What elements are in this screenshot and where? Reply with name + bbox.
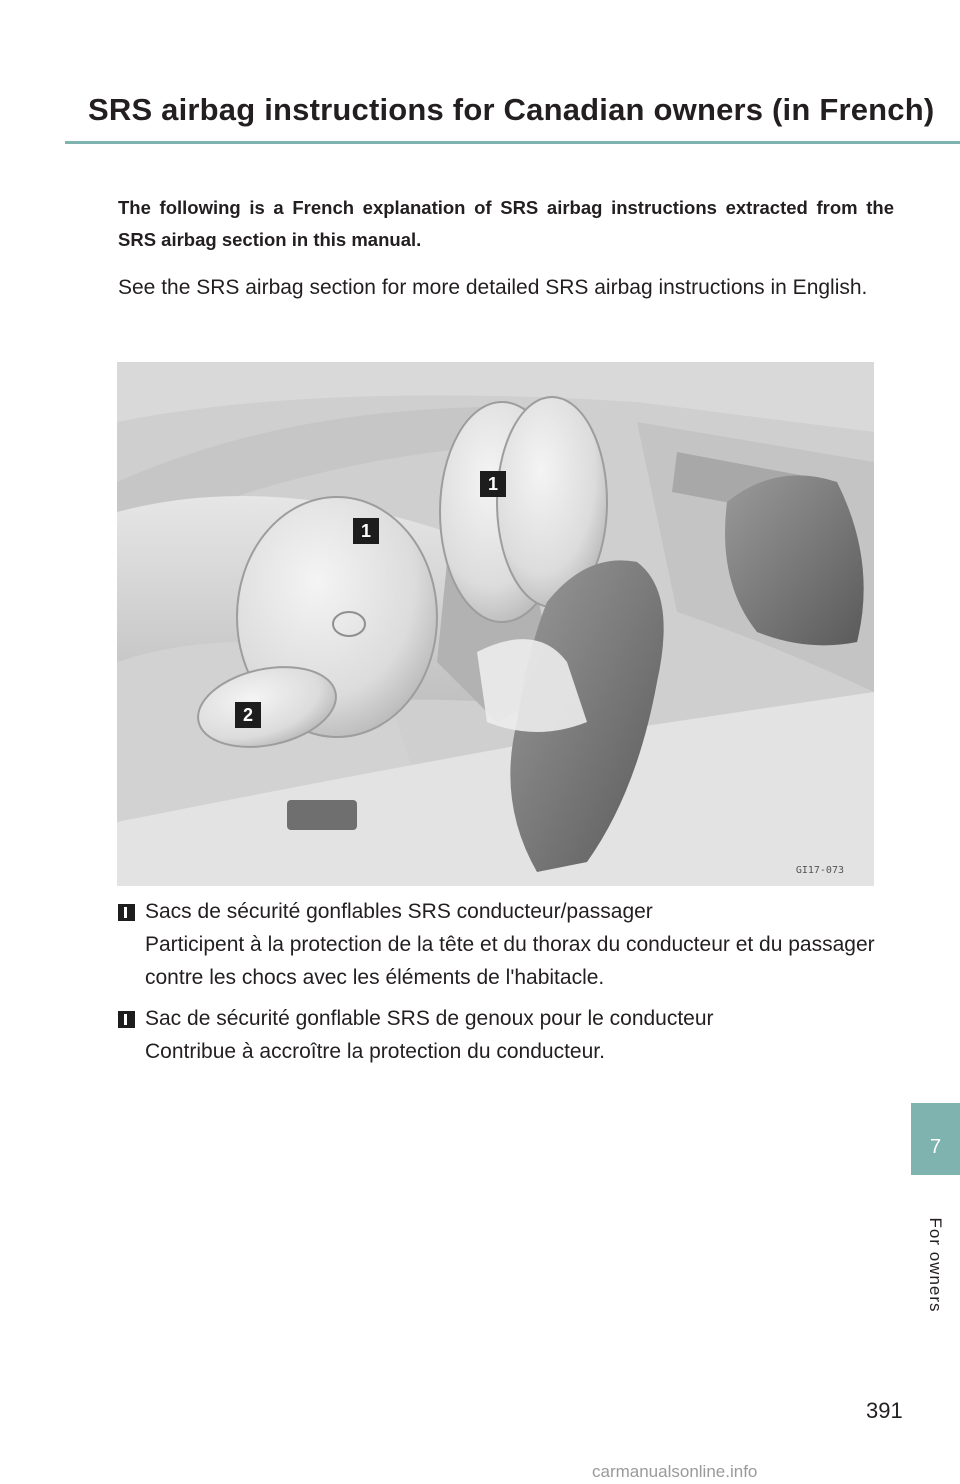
airbag-illustration xyxy=(117,362,874,886)
marker-2-icon xyxy=(118,1011,135,1028)
marker-1-icon xyxy=(118,904,135,921)
legend-description: Participent à la protection de la tête et du thorax du conducteur et du passager contre les chocs avec les éléments de l'habitacle. xyxy=(145,933,875,989)
watermark: carmanualsonline.info xyxy=(592,1462,758,1481)
callout-1-driver: 1 xyxy=(353,518,379,544)
legend-heading: Sacs de sécurité gonflables SRS conducteur/passager xyxy=(145,900,653,923)
page-number: 391 xyxy=(866,1398,903,1423)
page-title: SRS airbag instructions for Canadian owners (in French) xyxy=(88,92,935,127)
chapter-label: For owners xyxy=(926,1217,945,1313)
legend-heading: Sac de sécurité gonflable SRS de genoux pour le conducteur xyxy=(145,1007,714,1030)
callout-2-knee: 2 xyxy=(235,702,261,728)
figure-code: GI17-073 xyxy=(795,865,844,876)
legend-item-2 xyxy=(118,1003,898,1069)
legend-description: Contribue à accroître la protection du conducteur. xyxy=(145,1040,605,1063)
chapter-number: 7 xyxy=(929,1136,942,1158)
intro-bold-paragraph: The following is a French explanation of SRS airbag instructions extracted from the SRS airbag section in this manual. xyxy=(118,197,894,250)
title-rule xyxy=(65,141,960,144)
car-interior-drawing xyxy=(117,362,874,886)
callout-1-passenger: 1 xyxy=(480,471,506,497)
legend-item-1 xyxy=(118,896,898,992)
intro-paragraph: See the SRS airbag section for more detailed SRS airbag instructions in English. xyxy=(118,276,868,299)
